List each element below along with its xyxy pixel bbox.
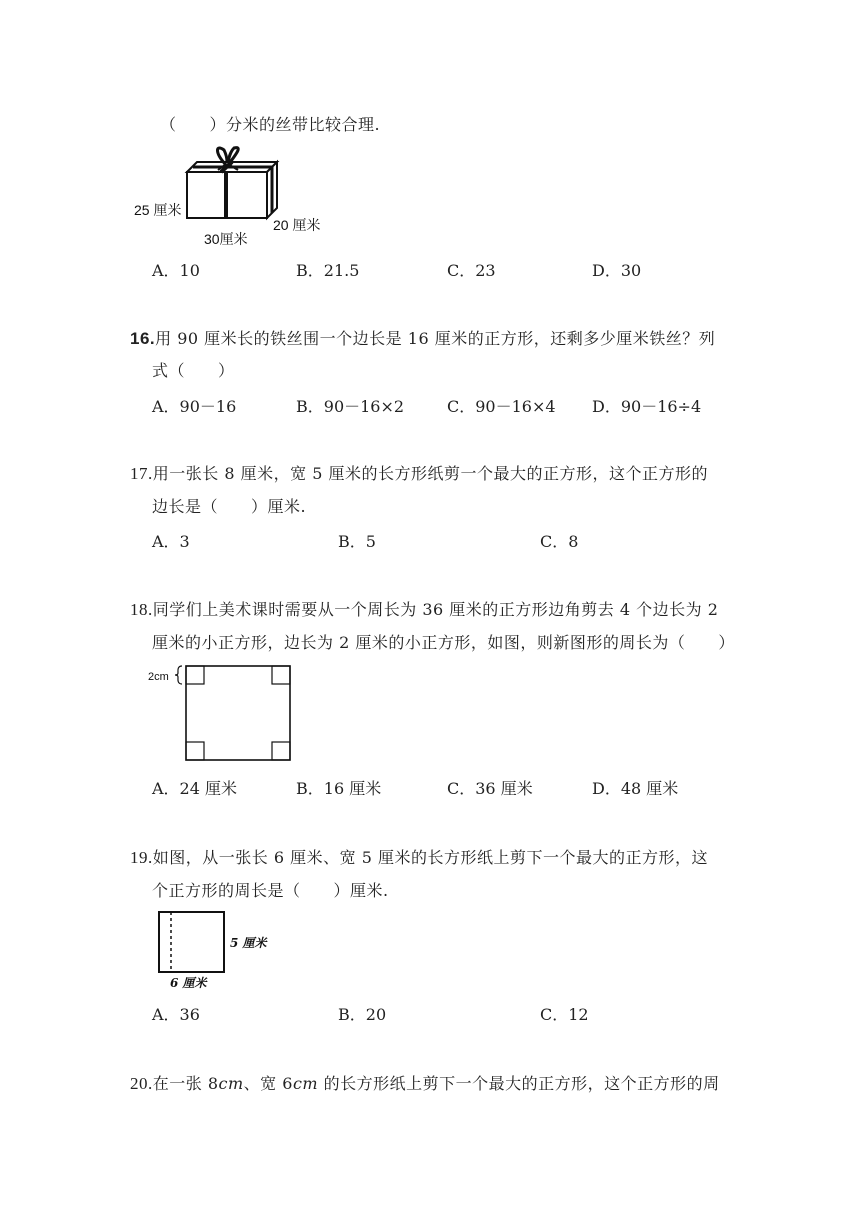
q18-line1 xyxy=(130,597,718,620)
q20-number: 20. xyxy=(130,1074,153,1093)
q18-option-d[interactable]: D．48 厘米 xyxy=(592,779,679,798)
q19-option-b[interactable]: B．20 xyxy=(338,1005,387,1024)
q17-option-b[interactable]: B．5 xyxy=(338,532,376,551)
q16-option-b[interactable]: B．90－16×2 xyxy=(296,397,405,416)
q18-text-line1: 同学们上美术课时需要从一个周长为 36 厘米的正方形边角剪去 4 个边长为 2 xyxy=(152,600,719,619)
q17-number: 17. xyxy=(130,464,153,483)
q19-line1 xyxy=(130,845,708,868)
q16-line1 xyxy=(130,326,715,349)
q18-figure xyxy=(148,660,298,764)
q15-option-d[interactable]: D．30 xyxy=(592,261,642,280)
q16-line2: 式（ ） xyxy=(152,361,235,380)
q17-line1 xyxy=(130,461,708,484)
q19-figure xyxy=(150,908,280,992)
q19-option-c[interactable]: C．12 xyxy=(540,1005,589,1024)
q18-option-c[interactable]: C．36 厘米 xyxy=(447,779,533,798)
q15-figure xyxy=(130,140,350,250)
q15-option-b[interactable]: B．21.5 xyxy=(296,261,360,280)
q15-option-c[interactable]: C．23 xyxy=(447,261,496,280)
q17-line2: 边长是（ ）厘米. xyxy=(152,497,307,516)
q20-unit2: cm xyxy=(292,1074,319,1093)
q18-line2: 厘米的小正方形，边长为 2 厘米的小正方形，如图，则新图形的周长为（ ） xyxy=(152,633,735,652)
q19-option-a[interactable]: A．36 xyxy=(152,1005,200,1024)
q19-text-line1: 如图，从一张长 6 厘米、宽 5 厘米的长方形纸上剪下一个最大的正方形，这 xyxy=(152,848,708,867)
q17-option-c[interactable]: C．8 xyxy=(540,532,579,551)
q15-tail: （ ）分米的丝带比较合理. xyxy=(160,115,381,134)
q20-line1 xyxy=(130,1071,720,1094)
q17-text-line1: 用一张长 8 厘米，宽 5 厘米的长方形纸剪一个最大的正方形，这个正方形的 xyxy=(152,464,708,483)
corner-size-label: 2cm xyxy=(148,671,169,683)
q18-option-a[interactable]: A．24 厘米 xyxy=(152,779,238,798)
width-label: 20 厘米 xyxy=(273,217,321,233)
q19-width-label: 5 厘米 xyxy=(230,936,267,950)
q16-option-d[interactable]: D．90－16÷4 xyxy=(592,397,702,416)
q20-text-part3: 的长方形纸上剪下一个最大的正方形，这个正方形的周 xyxy=(318,1074,720,1093)
q20-unit1: cm xyxy=(218,1074,244,1093)
q19-number: 19. xyxy=(130,848,153,867)
q20-text-part2: 、宽 6 xyxy=(243,1074,293,1093)
q16-number: 16. xyxy=(130,329,156,348)
square-with-corners-image xyxy=(148,660,298,764)
q19-line2: 个正方形的周长是（ ）厘米. xyxy=(152,881,389,900)
length-label: 30厘米 xyxy=(204,231,248,247)
height-label: 25 厘米 xyxy=(134,202,182,218)
q19-length-label: 6 厘米 xyxy=(170,976,207,990)
q18-option-b[interactable]: B．16 厘米 xyxy=(296,779,382,798)
q16-option-c[interactable]: C．90－16×4 xyxy=(447,397,556,416)
q15-option-a[interactable]: A．10 xyxy=(152,261,200,280)
q16-option-a[interactable]: A．90－16 xyxy=(152,397,237,416)
q18-number: 18. xyxy=(130,600,153,619)
q16-text-line1: 用 90 厘米长的铁丝围一个边长是 16 厘米的正方形，还剩多少厘米铁丝？列 xyxy=(155,329,716,348)
q20-text-part1: 在一张 8 xyxy=(152,1074,219,1093)
q17-option-a[interactable]: A．3 xyxy=(152,532,190,551)
